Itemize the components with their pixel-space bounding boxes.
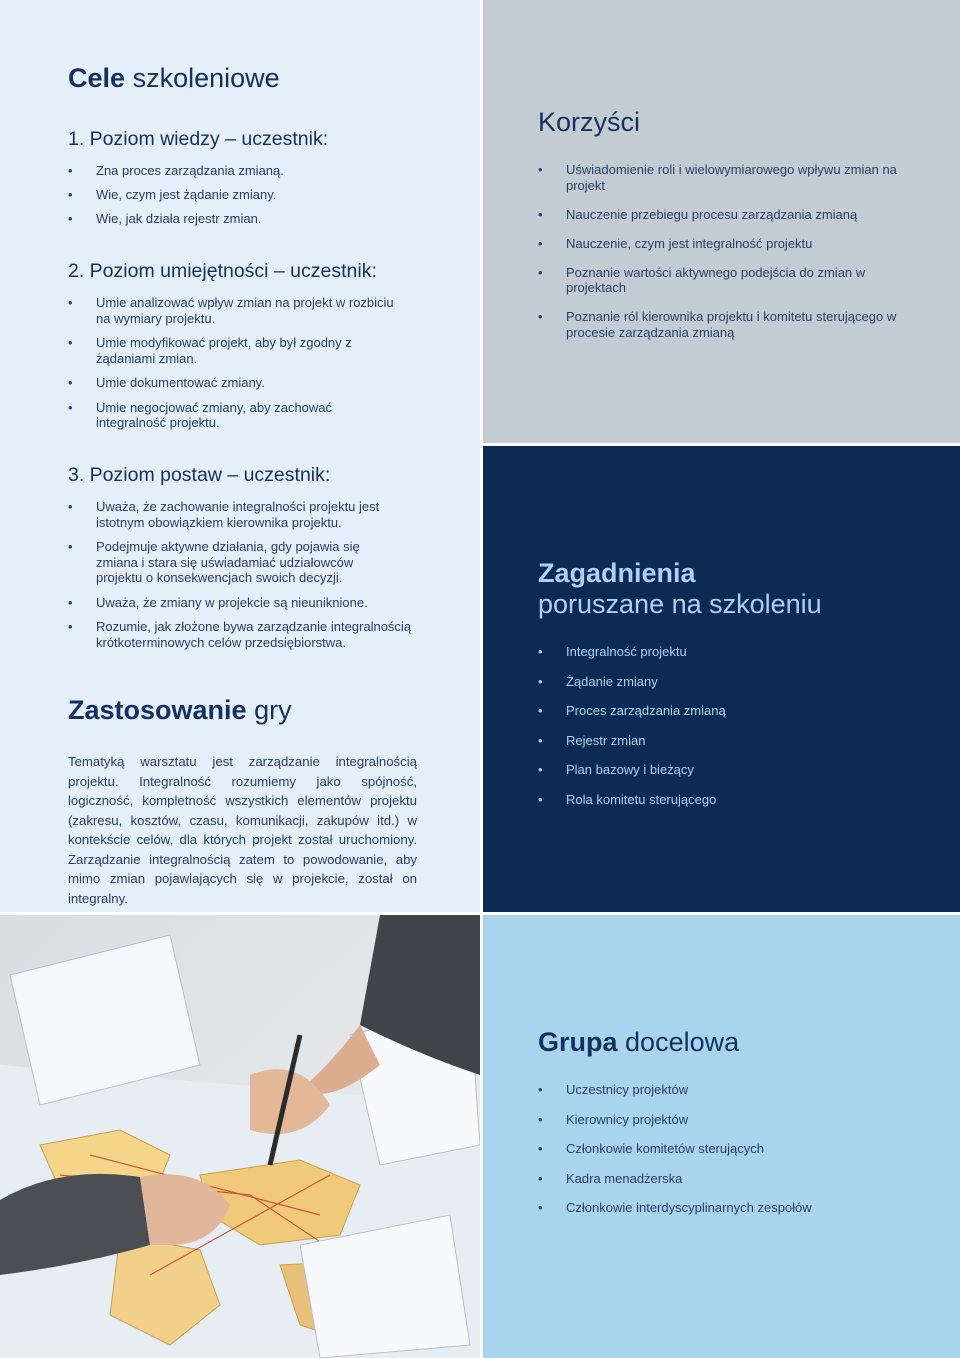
list-item: • Proces zarządzania zmianą	[538, 703, 918, 719]
list-item: • Umie analizować wpływ zmian na projekt w rozbiciu na wymiary projektu.	[68, 295, 408, 326]
list-item: • Zna proces zarządzania zmianą.	[68, 163, 398, 179]
cele-title-light: szkoleniowe	[132, 63, 280, 93]
list-item: • Nauczenie, czym jest integralność projektu	[538, 236, 908, 252]
list-item: • Członkowie komitetów sterujących	[538, 1141, 918, 1157]
cele-title-bold: Cele	[68, 63, 126, 93]
list-item: • Wie, jak działa rejestr zmian.	[68, 211, 398, 227]
list-item: • Rola komitetu sterującego	[538, 792, 918, 808]
zastosowanie-title	[68, 694, 292, 726]
zastosowanie-title-light: gry	[254, 695, 292, 725]
level3-list	[68, 499, 423, 650]
list-item: • Wie, czym jest żądanie zmiany.	[68, 187, 398, 203]
list-item: • Umie dokumentować zmiany.	[68, 375, 408, 391]
benefits-panel	[483, 0, 960, 443]
photo-illustration	[0, 915, 480, 1358]
level2-heading: 2. Poziom umiejętności – uczestnik:	[68, 260, 377, 282]
grupa-title	[538, 1026, 739, 1058]
list-item: • Żądanie zmiany	[538, 674, 918, 690]
zagadnienia-title	[538, 558, 822, 620]
level1-list	[68, 163, 398, 227]
list-item: • Podejmuje aktywne działania, gdy pojawia się zmiana i stara się uświadamiać udziałowców projektu o konsekwencjach swoich decyzji.	[68, 539, 423, 586]
list-item: • Kadra menadżerska	[538, 1171, 918, 1187]
objectives-panel	[0, 0, 480, 912]
korzysci-title-text: Korzyści	[538, 107, 641, 137]
workshop-photo	[0, 915, 480, 1358]
list-item: • Poznanie wartości aktywnego podejścia do zmian w projektach	[538, 265, 908, 296]
level2-list	[68, 295, 408, 431]
zagadnienia-list	[538, 644, 918, 807]
zastosowanie-title-bold: Zastosowanie	[68, 695, 247, 725]
grupa-title-light: docelowa	[625, 1027, 740, 1057]
grupa-list	[538, 1082, 918, 1216]
list-item: • Uświadomienie roli i wielowymiarowego wpływu zmian na projekt	[538, 162, 908, 193]
zagadnienia-title-light: poruszane na szkoleniu	[538, 589, 822, 619]
zagadnienia-title-bold: Zagadnienia	[538, 558, 696, 588]
topics-panel	[483, 446, 960, 912]
list-item: • Uczestnicy projektów	[538, 1082, 918, 1098]
list-item: • Umie modyfikować projekt, aby był zgodny z żądaniami zmian.	[68, 335, 408, 366]
grupa-title-bold: Grupa	[538, 1027, 618, 1057]
list-item: • Plan bazowy i bieżący	[538, 762, 918, 778]
list-item: • Uważa, że zmiany w projekcie są nieuniknione.	[68, 595, 423, 611]
level1-heading: 1. Poziom wiedzy – uczestnik:	[68, 128, 329, 150]
list-item: • Kierownicy projektów	[538, 1112, 918, 1128]
audience-panel	[483, 915, 960, 1358]
korzysci-list	[538, 162, 908, 340]
list-item: • Rozumie, jak złożone bywa zarządzanie integralnością krótkoterminowych celów przedsiębiorstwa.	[68, 619, 423, 650]
list-item: • Umie negocjować zmiany, aby zachować integralność projektu.	[68, 400, 408, 431]
list-item: • Rejestr zmian	[538, 733, 918, 749]
list-item: • Uważa, że zachowanie integralności projektu jest istotnym obowiązkiem kierownika projektu.	[68, 499, 423, 530]
list-item: • Integralność projektu	[538, 644, 918, 660]
cele-title	[68, 62, 280, 94]
level3-heading: 3. Poziom postaw – uczestnik:	[68, 464, 331, 486]
list-item: • Poznanie ról kierownika projektu i komitetu sterującego w procesie zarządzania zmianą	[538, 309, 908, 340]
list-item: • Członkowie interdyscyplinarnych zespołów	[538, 1200, 918, 1216]
zastosowanie-text: Tematyką warsztatu jest zarządzanie integralnością projektu. Integralność rozumiemy jako spójność, logiczność, kompletność wszystkich elementów projektu (zakresu, kosztów, czasu, komunikacji, zakupów itd.) w kontekście celów, dla których projekt został uruchomiony. Zarządzanie integralnością zatem to powodowanie, aby mimo zmian pojawiających się w projekcie, został on integralny.	[68, 754, 417, 906]
list-item: • Nauczenie przebiegu procesu zarządzania zmianą	[538, 207, 908, 223]
korzysci-title	[538, 106, 640, 138]
